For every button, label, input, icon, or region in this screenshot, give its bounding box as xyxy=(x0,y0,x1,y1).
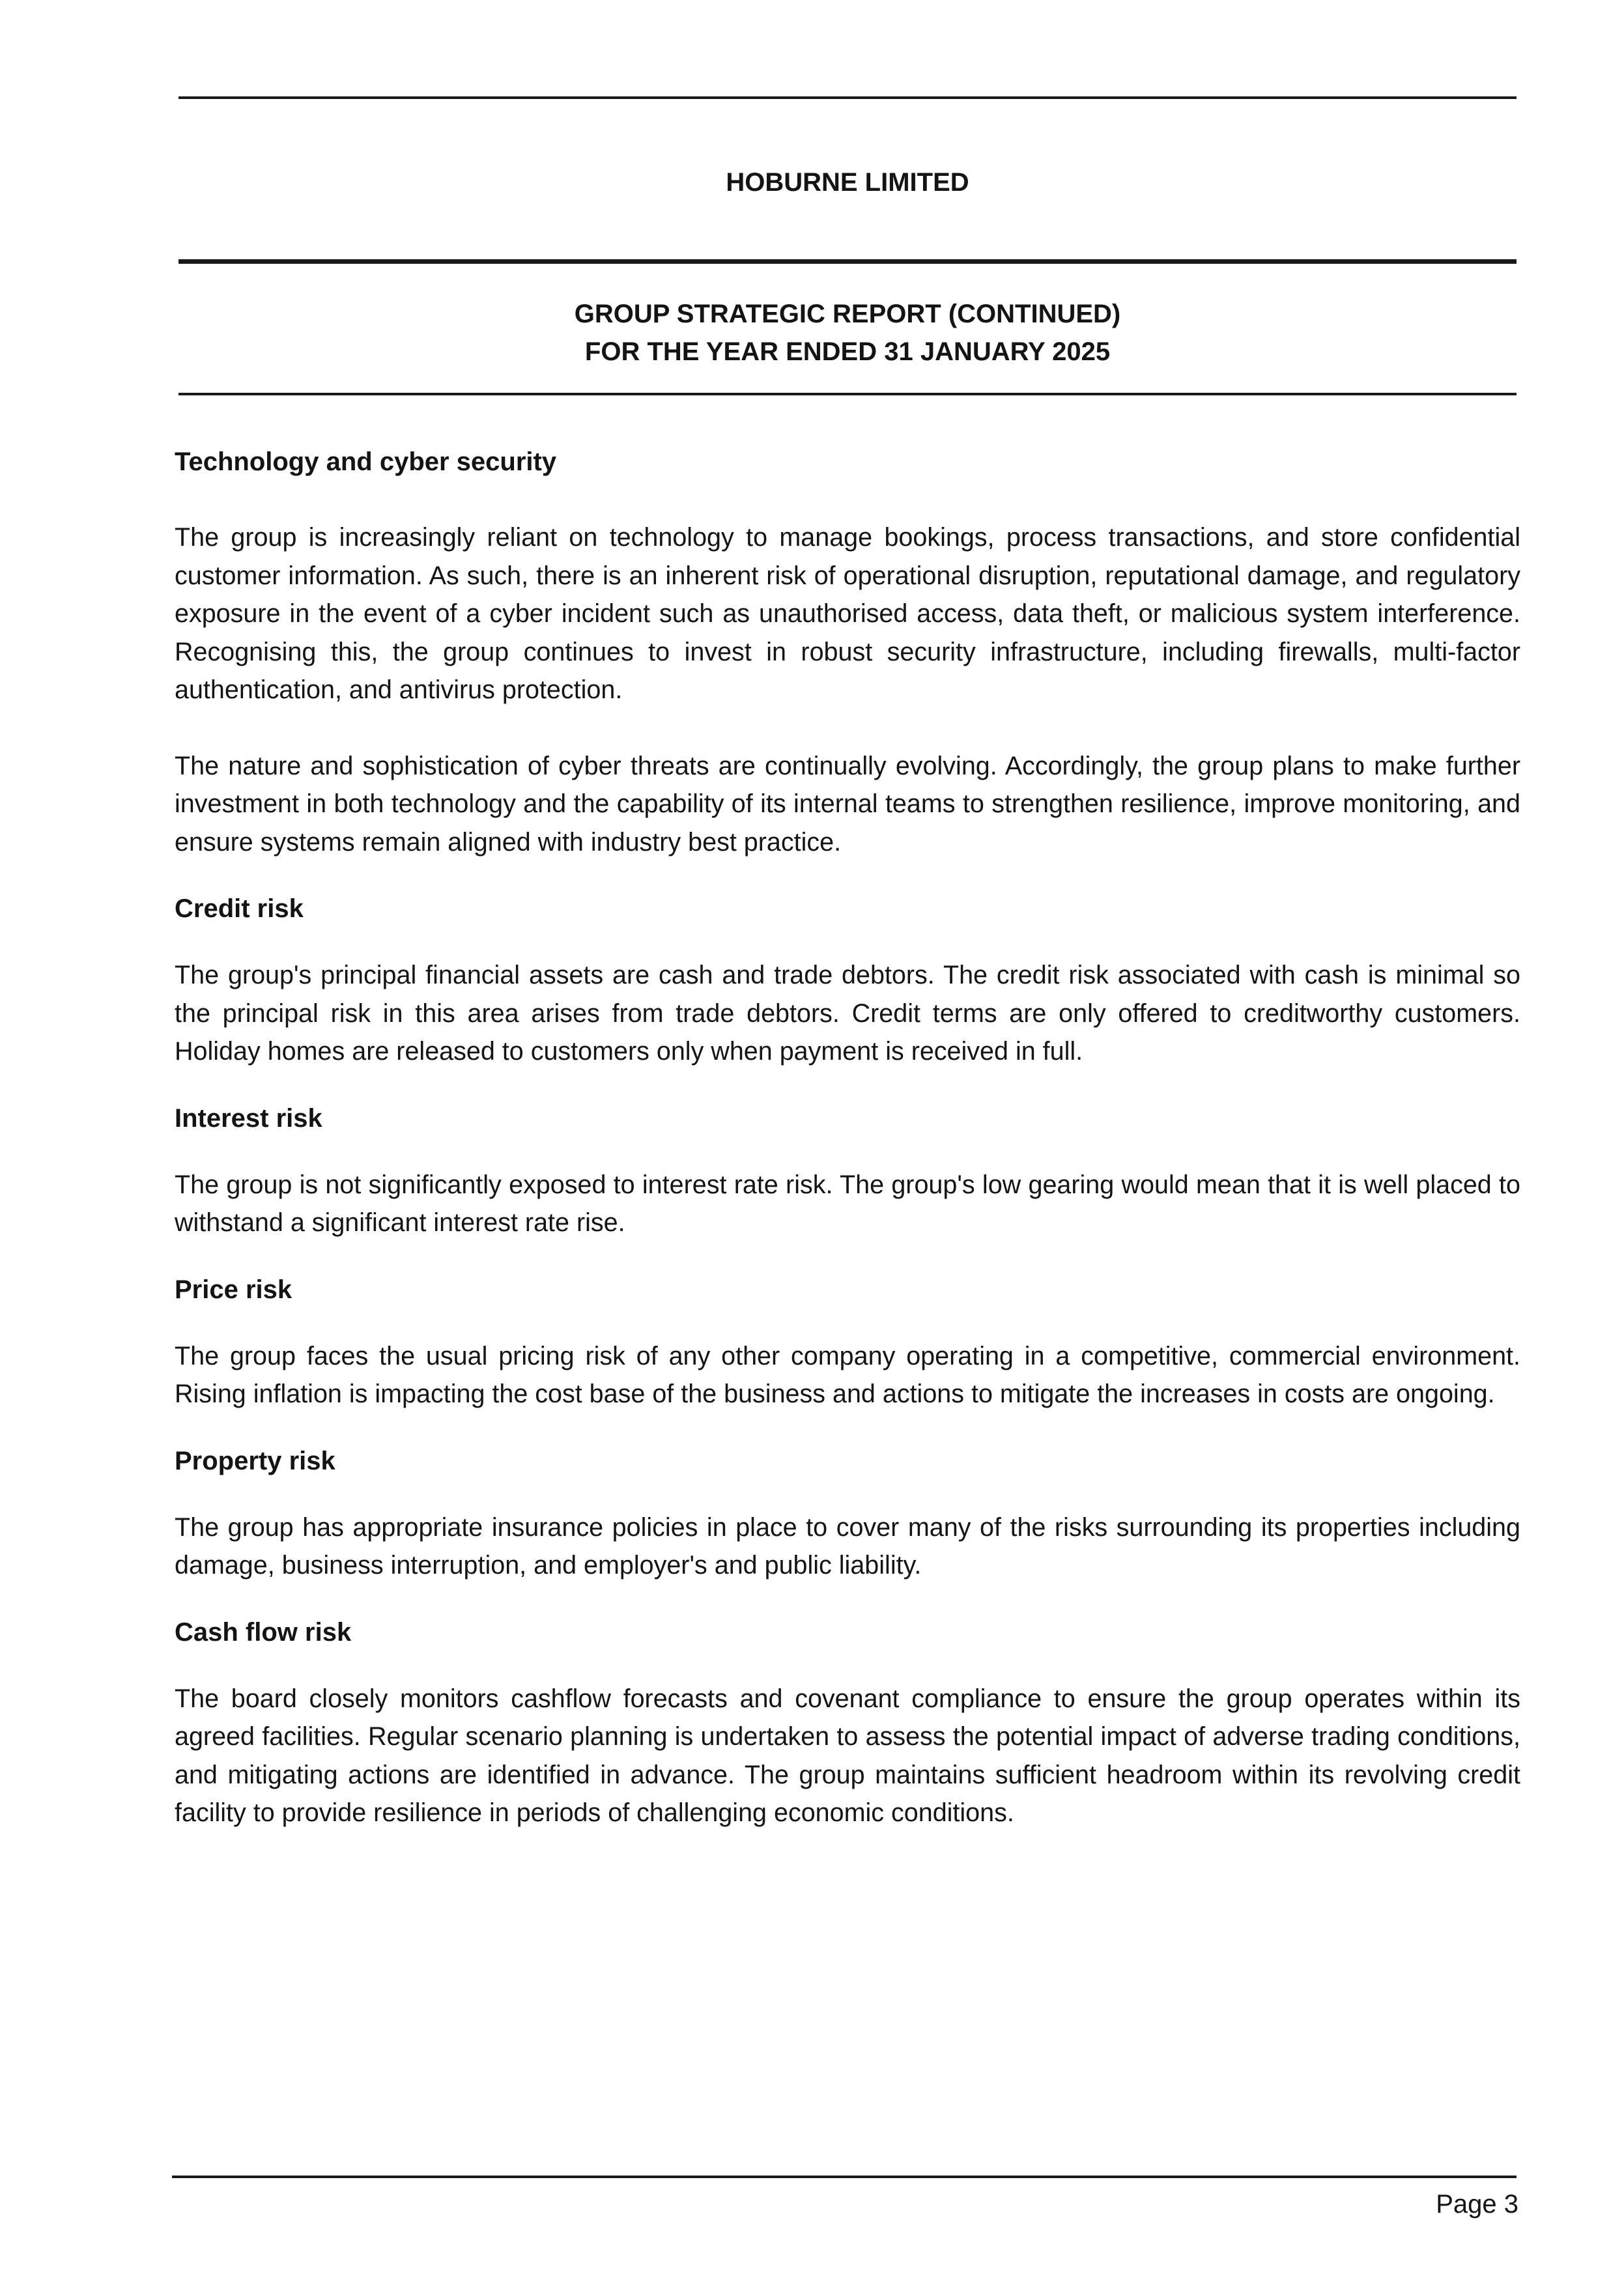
section-heading: Interest risk xyxy=(175,1103,322,1133)
page-number: Page 3 xyxy=(1436,2190,1518,2219)
section-credit-risk xyxy=(175,890,1520,1071)
report-title-line-1: GROUP STRATEGIC REPORT (CONTINUED) xyxy=(574,300,1121,328)
section-heading: Technology and cyber security xyxy=(175,447,557,476)
section-heading: Property risk xyxy=(175,1446,335,1475)
section-price-risk xyxy=(175,1271,1520,1413)
section-technology-cyber-security xyxy=(175,443,1520,861)
company-name: HOBURNE LIMITED xyxy=(726,168,969,197)
report-title-line-2: FOR THE YEAR ENDED 31 JANUARY 2025 xyxy=(584,337,1111,366)
section-property-risk xyxy=(175,1442,1520,1585)
header-bottom-rule xyxy=(178,393,1517,395)
section-interest-risk xyxy=(175,1099,1520,1242)
section-paragraph: The group faces the usual pricing risk of any other company operating in a competitive, commercial environment. Rising inflation is impacting the cost base of the business and actions to mitigate the increases in costs are ongoing. xyxy=(175,1341,1520,1408)
section-paragraph: The group is not significantly exposed to interest rate risk. The group's low gearing would mean that it is well placed to withstand a significant interest rate rise. xyxy=(175,1170,1520,1237)
section-cash-flow-risk xyxy=(175,1613,1520,1832)
footer-rule xyxy=(172,2176,1517,2178)
section-paragraph: The nature and sophistication of cyber threats are continually evolving. Accordingly, the group plans to make further investment in both technology and the capability of its internal teams to strengthen resilience, improve monitoring, and ensure systems remain aligned with industry best practice. xyxy=(175,751,1520,857)
section-heading: Cash flow risk xyxy=(175,1617,352,1647)
section-paragraph: The group is increasingly reliant on technology to manage bookings, process transactions, and store confidential customer information. As such, there is an inherent risk of operational disruption, reputational damage, and regulatory exposure in the event of a cyber incident such as unauthorised access, data theft, or malicious system interference. Recognising this, the group continues to invest in robust security infrastructure, including firewalls, multi-factor authentication, and antivirus protection. xyxy=(175,523,1520,704)
section-heading: Price risk xyxy=(175,1275,292,1304)
section-heading: Credit risk xyxy=(175,894,304,923)
header-top-rule xyxy=(178,96,1517,99)
report-body xyxy=(175,443,1520,1832)
section-paragraph: The group has appropriate insurance policies in place to cover many of the risks surrounding its properties including damage, business interruption, and employer's and public liability. xyxy=(175,1512,1520,1580)
section-paragraph: The board closely monitors cashflow forecasts and covenant compliance to ensure the group operates within its agreed facilities. Regular scenario planning is undertaken to assess the potential impact of adverse trading conditions, and mitigating actions are identified in advance. The group maintains sufficient headroom within its revolving credit facility to provide resilience in periods of challenging economic conditions. xyxy=(175,1684,1520,1827)
report-title xyxy=(178,295,1517,371)
header-thick-rule xyxy=(178,259,1517,264)
section-paragraph: The group's principal financial assets are cash and trade debtors. The credit risk associated with cash is minimal so the principal risk in this area arises from trade debtors. Credit terms are only offered to creditworthy customers. Holiday homes are released to customers only when payment is received in full. xyxy=(175,961,1520,1066)
